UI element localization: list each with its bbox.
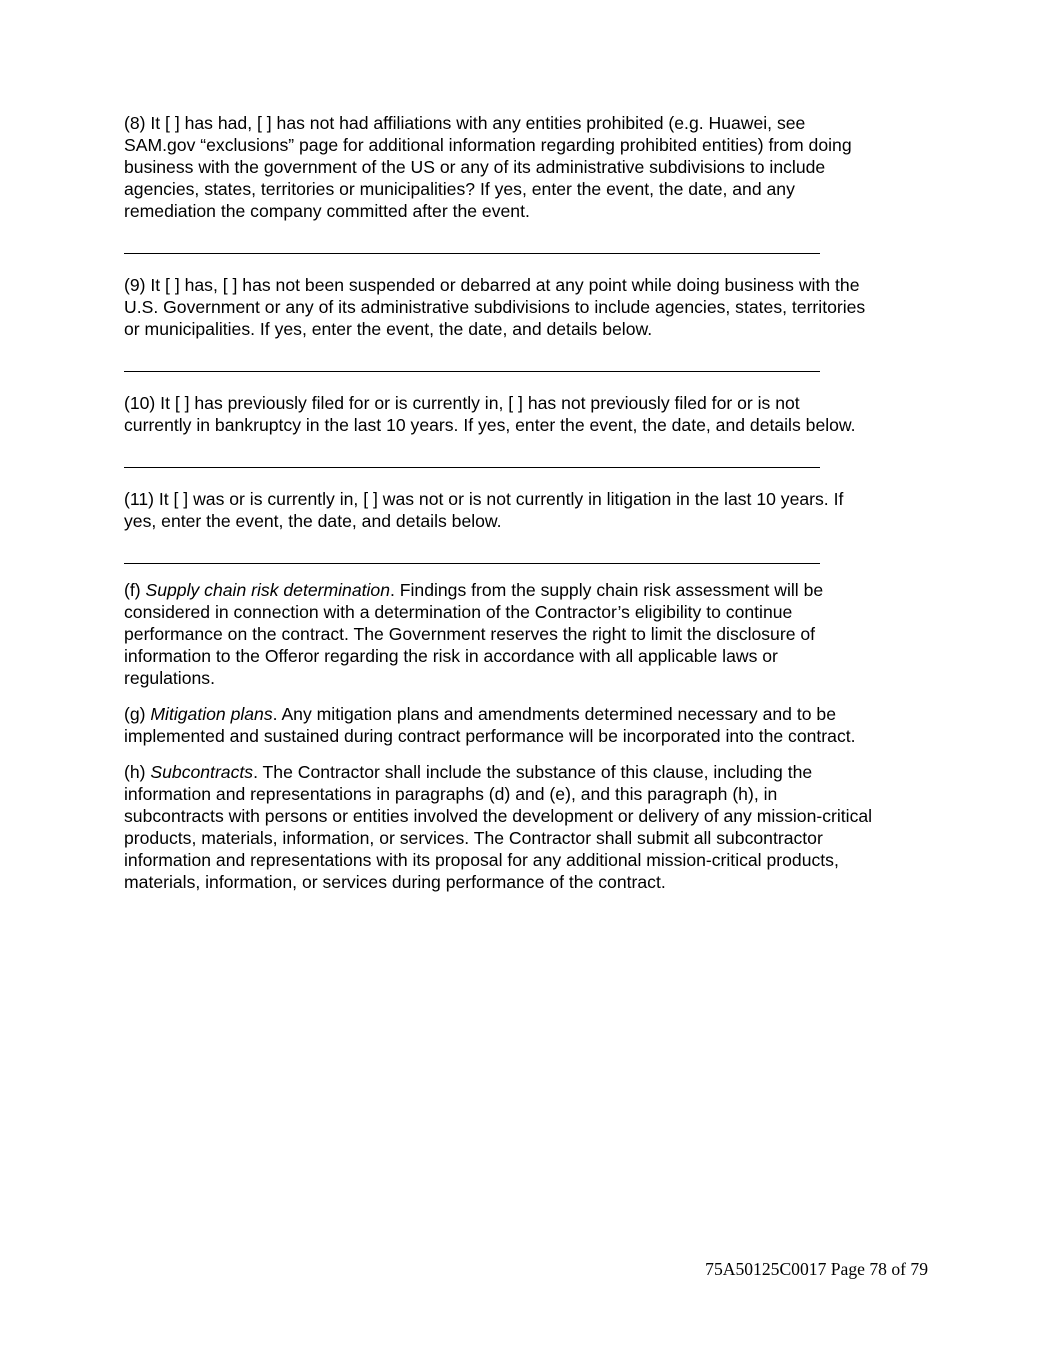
item-11-answer-line[interactable] [124, 563, 820, 564]
page-content [124, 112, 932, 893]
section-g-prefix: (g) [124, 704, 151, 724]
section-g-body: . Any mitigation plans and amendments determined necessary and to be implemented and sustained during contract performance will be incorporated into the contract. [124, 704, 856, 746]
section-g-heading: Mitigation plans [150, 704, 273, 724]
item-11-paragraph: (11) It [ ] was or is currently in, [ ] was not or is not currently in litigation in the last 10 years. If yes, enter the event, the date, and details below. [124, 489, 844, 531]
section-h-prefix: (h) [124, 762, 151, 782]
item-8-paragraph: (8) It [ ] has had, [ ] has not had affiliations with any entities prohibited (e.g. Huawei, see SAM.gov “exclusions” page for additional information regarding prohibited entities) from doing business with the government of the US or any of its administrative subdivisions to include agencies, states, territories or municipalities? If yes, enter the event, the date, and any remediation the company committed after the event. [124, 113, 852, 221]
section-f-heading: Supply chain risk determination [145, 580, 390, 600]
section-g-paragraph [124, 703, 932, 747]
section-f-paragraph [124, 579, 932, 689]
section-f-prefix: (f) [124, 580, 146, 600]
item-10-answer-line[interactable] [124, 467, 820, 468]
section-f-body: . Findings from the supply chain risk assessment will be considered in connection with a determination of the Contractor’s eligibility to continue performance on the contract. The Government reserves the right to limit the disclosure of information to the Offeror regarding the risk in accordance with all applicable laws or regulations. [124, 580, 824, 688]
section-h-paragraph [124, 761, 932, 893]
item-10-paragraph: (10) It [ ] has previously filed for or is currently in, [ ] has not previously filed for or is not currently in bankruptcy in the last 10 years. If yes, enter the event, the date, and details below. [124, 393, 856, 435]
item-9-answer-line[interactable] [124, 371, 820, 372]
section-h-heading: Subcontracts [150, 762, 254, 782]
item-9-paragraph: (9) It [ ] has, [ ] has not been suspended or debarred at any point while doing business with the U.S. Government or any of its administrative subdivisions to include agencies, states, territories or municipalities. If yes, enter the event, the date, and details below. [124, 275, 866, 339]
item-8-answer-line[interactable] [124, 253, 820, 254]
page-footer: 75A50125C0017 Page 78 of 79 [705, 1259, 928, 1279]
section-h-body: . The Contractor shall include the substance of this clause, including the information and representations in paragraphs (d) and (e), and this paragraph (h), in subcontracts with persons or entities involved the development or delivery of any mission-critical products, materials, information, or services. The Contractor shall submit all subcontractor information and representations with its proposal for any additional mission-critical products, materials, information, or services during performance of the contract. [124, 762, 873, 892]
